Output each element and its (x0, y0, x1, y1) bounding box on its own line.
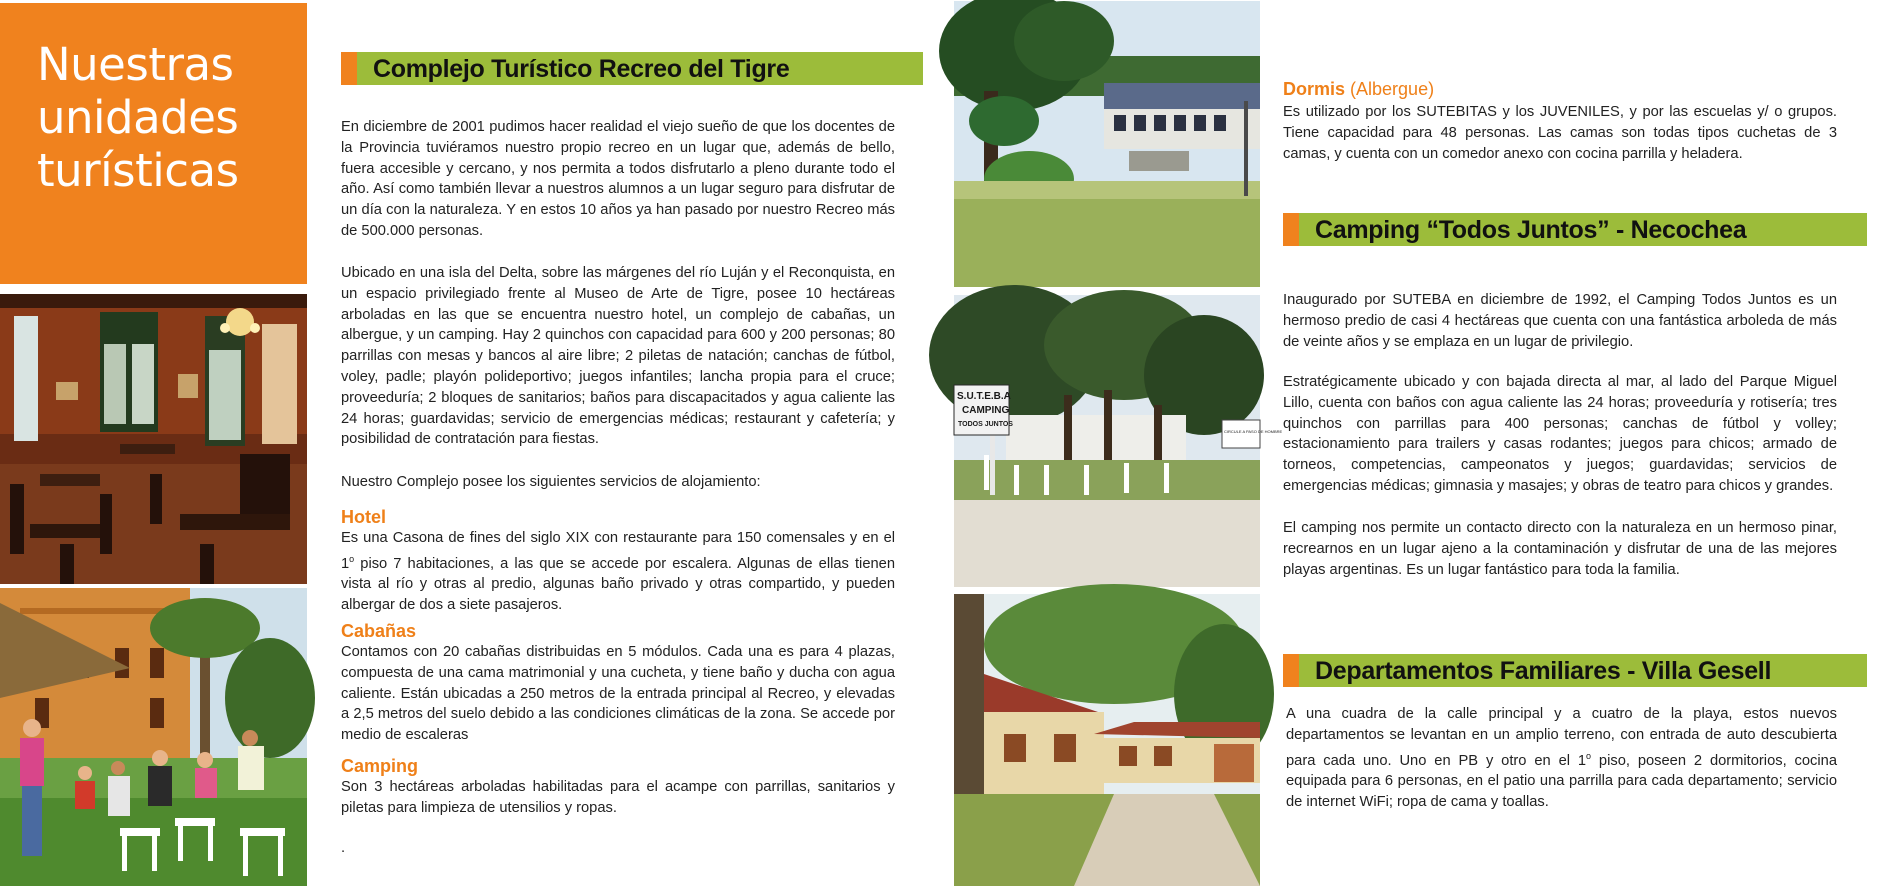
necochea-heading: Camping “Todos Juntos” - Necochea (1283, 213, 1867, 246)
necochea-paragraph-1: Inaugurado por SUTEBA en diciembre de 1992, el Camping Todos Juntos es un hermoso predio de casi 4 hectáreas que cuenta con una fantástica arboleda de más de veinte años y se emplaza en un lugar de privilegio. (1283, 292, 1837, 350)
photo-hotel-interior (0, 294, 307, 584)
complejo-paragraph-3: Nuestro Complejo posee los siguientes servicios de alojamiento: (341, 474, 761, 490)
dormis-title: Dormis (Albergue) (1283, 79, 1435, 99)
sign-line-1: S.U.T.E.B.A (957, 391, 1011, 402)
sign-small: CIRCULE A PASO DE HOMBRE (1224, 429, 1283, 434)
sign-line-3: TODOS JUNTOS (958, 421, 1013, 428)
camping-illustration (954, 295, 1283, 587)
necochea-paragraph-2: Estratégicamente ubicado y con bajada directa al mar, al lado del Parque Miguel Lillo, cuenta con baños con agua caliente las 24 horas; proveeduría y rotisería; tres quinchos con parrillas para 400 personas; canchas de fútbol y volley; estacionamiento para trailers y casas rodantes; juegos para chicos; armado de torneos, competencias, campeonatos y juegos; guardavidas; servicios de emergencias médicas; gimnasia y masajes; y obras de teatro para chicos y grandes. (1283, 374, 1837, 494)
dormis-text: Es utilizado por los SUTEBITAS y los JUVENILES, y por las escuelas y/ o grupos. Tiene capacidad para 48 personas. Las camas son todas tipos cuchetas de 3 camas, y cuenta con un comedor anexo con cocina parrilla y heladera. (1283, 104, 1837, 162)
heading-accent (1283, 654, 1299, 687)
complejo-paragraph-2: Ubicado en una isla del Delta, sobre las márgenes del río Luján y el Reconquista, en un espacio privilegiado frente al Museo de Arte de Tigre, posee 10 hectáreas arboladas en las que se encuentra nuestro hotel, un complejo de cabañas, un albergue, y un camping. Hay 2 quinchos con capacidad para 600 y 200 personas; 80 parrillas con mesas y bancos al aire libre; 2 piletas de natación; canchas de fútbol, voley, padle; playón polideportivo; juegos infantiles; lancha propia para el cruce; proveeduría; 2 bloques de sanitarios; baños para discapacitados y agua caliente las 24 horas; guardavidas; servicio de emergencias médicas; restaurant y cafetería; y posibilidad de contratación para fiestas. (341, 265, 895, 448)
camping-title: Camping (341, 756, 419, 776)
photo-dormis (954, 1, 1260, 287)
cabanas-title: Cabañas (341, 621, 417, 641)
camping-text: Son 3 hectáreas arboladas habilitadas para el acampe con parrillas, sanitarios y piletas para limpieza de utensilios y ropas. (341, 779, 895, 816)
photo-camping-sign (954, 295, 1283, 587)
complejo-heading: Complejo Turístico Recreo del Tigre (341, 52, 923, 85)
hotel-text: Es una Casona de fines del siglo XIX con restaurante para 150 comensales y en el 1$^o$ piso 7 habitaciones, a las que se accede por escalera. Algunas de ellas tienen vista al río y otras al predio, algunas baño privado y otras compartido, y pueden albergar de dos a siete pasajeros. (341, 530, 895, 614)
page-title: Nuestras unidades turísticas (37, 38, 239, 197)
complejo-paragraph-1: En diciembre de 2001 pudimos hacer realidad el viejo sueño de que los docentes de la Provincia tuviéramos nuestro propio recreo en un lugar que, además de bello, fuera accesible y cercano, y nos permita a todos disfrutarlo a pleno durante todo el año. Así como también llevar a nuestros alumnos a un lugar seguro para disfrutar de un día con la naturaleza. Y en estos 10 años ya han pasado por nuestro Recreo más de 500.000 personas. (341, 119, 895, 239)
heading-accent (1283, 213, 1299, 246)
hotel-title: Hotel (341, 507, 386, 527)
sign-line-2: CAMPING (962, 405, 1010, 416)
heading-accent (341, 52, 357, 85)
gesell-illustration (954, 594, 1260, 886)
hotel-interior-illustration (0, 294, 307, 584)
gesell-text: A una cuadra de la calle principal y a cuatro de la playa, estos nuevos departamentos se levantan en un amplio terreno, con entrada de auto descubierta para cada uno. Uno en PB y otro en el 1$^o$ piso, poseen 2 dormitorios, cocina equipada para 6 personas, en el patio una parrilla para cada departamento; servicio de internet WiFi; ropa de cama y toallas. (1286, 706, 1837, 811)
title-box (0, 3, 307, 284)
garden-illustration (0, 588, 307, 886)
photo-villa-gesell (954, 594, 1260, 886)
gesell-heading: Departamentos Familiares - Villa Gesell (1283, 654, 1867, 687)
necochea-paragraph-3: El camping nos permite un contacto directo con la naturaleza en un hermoso pinar, recrearnos en un lugar ajeno a la contaminación y disfrutar de una de las mejores playas argentinas. Es un lugar fantástico para toda la familia. (1283, 520, 1837, 578)
photo-garden-people (0, 588, 307, 886)
end-mark: . (341, 840, 346, 856)
cabanas-text: Contamos con 20 cabañas distribuidas en 5 módulos. Cada una es para 4 plazas, compuesta de una cama matrimonial y una cucheta, y tiene baño y ducha con agua caliente. Están ubicadas a 250 metros de la entrada principal al Recreo, y elevadas a 2,5 metros del suelo debido a las condiciones climáticas de la zona. Se accede por medio de escaleras (341, 644, 895, 744)
dormis-illustration (954, 1, 1260, 287)
